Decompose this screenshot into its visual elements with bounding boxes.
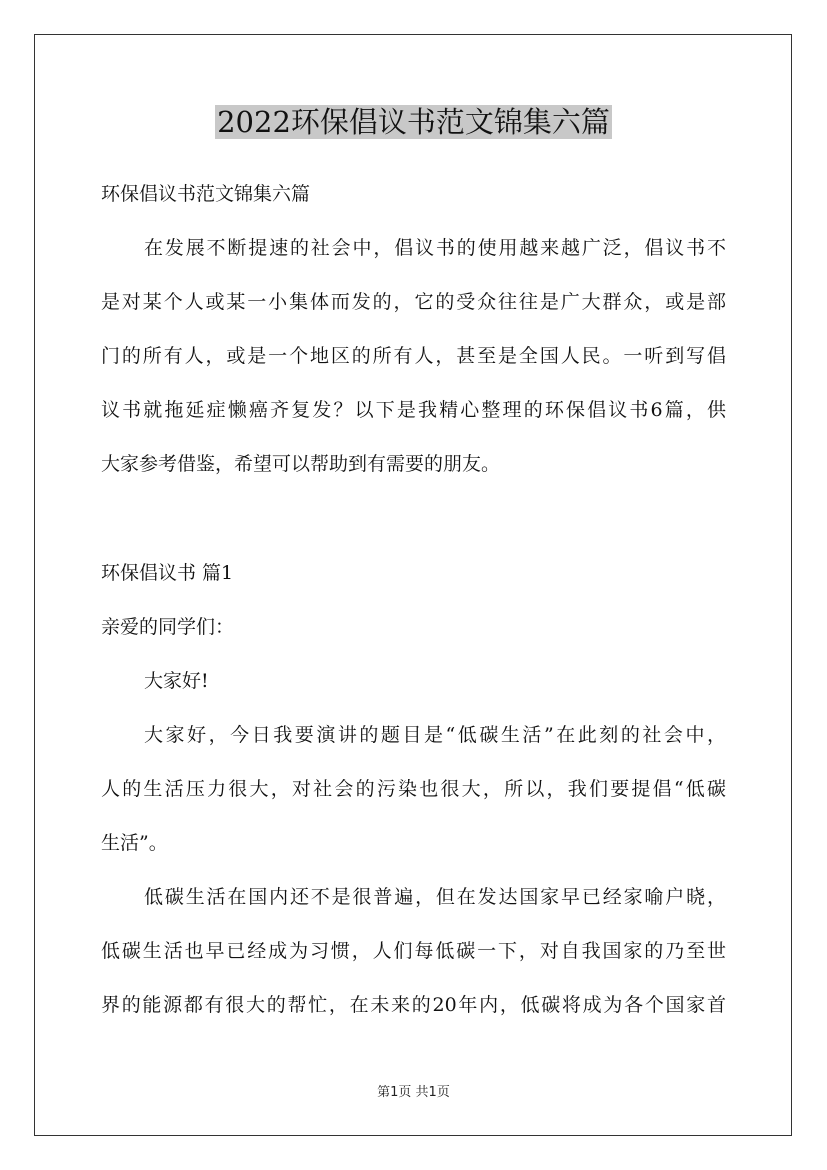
document-title xyxy=(0,100,827,144)
section-heading: 环保倡议书 篇1 xyxy=(101,562,234,584)
para2-line-3: 界的能源都有很大的帮忙，在未来的20年内，低碳将成为各个国家首 xyxy=(101,994,726,1016)
intro-line-1: 在发展不断提速的社会中，倡议书的使用越来越广泛，倡议书不 xyxy=(144,237,726,259)
intro-line-4: 议书就拖延症懒癌齐复发？以下是我精心整理的环保倡议书6篇，供 xyxy=(101,399,726,421)
intro-line-5: 大家参考借鉴，希望可以帮助到有需要的朋友。 xyxy=(101,453,501,475)
para1-line-3: 生活”。 xyxy=(101,832,168,854)
document-subtitle: 环保倡议书范文锦集六篇 xyxy=(101,183,311,205)
intro-line-2: 是对某个人或某一小集体而发的，它的受众往往是广大群众，或是部 xyxy=(101,291,726,313)
para1-line-1: 大家好，今日我要演讲的题目是“低碳生活”在此刻的社会中， xyxy=(144,724,726,746)
para2-line-1: 低碳生活在国内还不是很普遍，但在发达国家早已经家喻户晓， xyxy=(144,886,726,908)
page-number: 第1页 共1页 xyxy=(377,1085,450,1100)
salutation: 亲爱的同学们： xyxy=(101,616,235,638)
para2-line-2: 低碳生活也早已经成为习惯，人们每低碳一下，对自我国家的乃至世 xyxy=(101,940,726,962)
intro-line-3: 门的所有人，或是一个地区的所有人，甚至是全国人民。一听到写倡 xyxy=(101,345,726,367)
greeting: 大家好! xyxy=(144,670,209,692)
document-title-text: 2022环保倡议书范文锦集六篇 xyxy=(217,105,610,139)
para1-line-2: 人的生活压力很大，对社会的污染也很大，所以，我们要提倡“低碳 xyxy=(101,778,726,800)
